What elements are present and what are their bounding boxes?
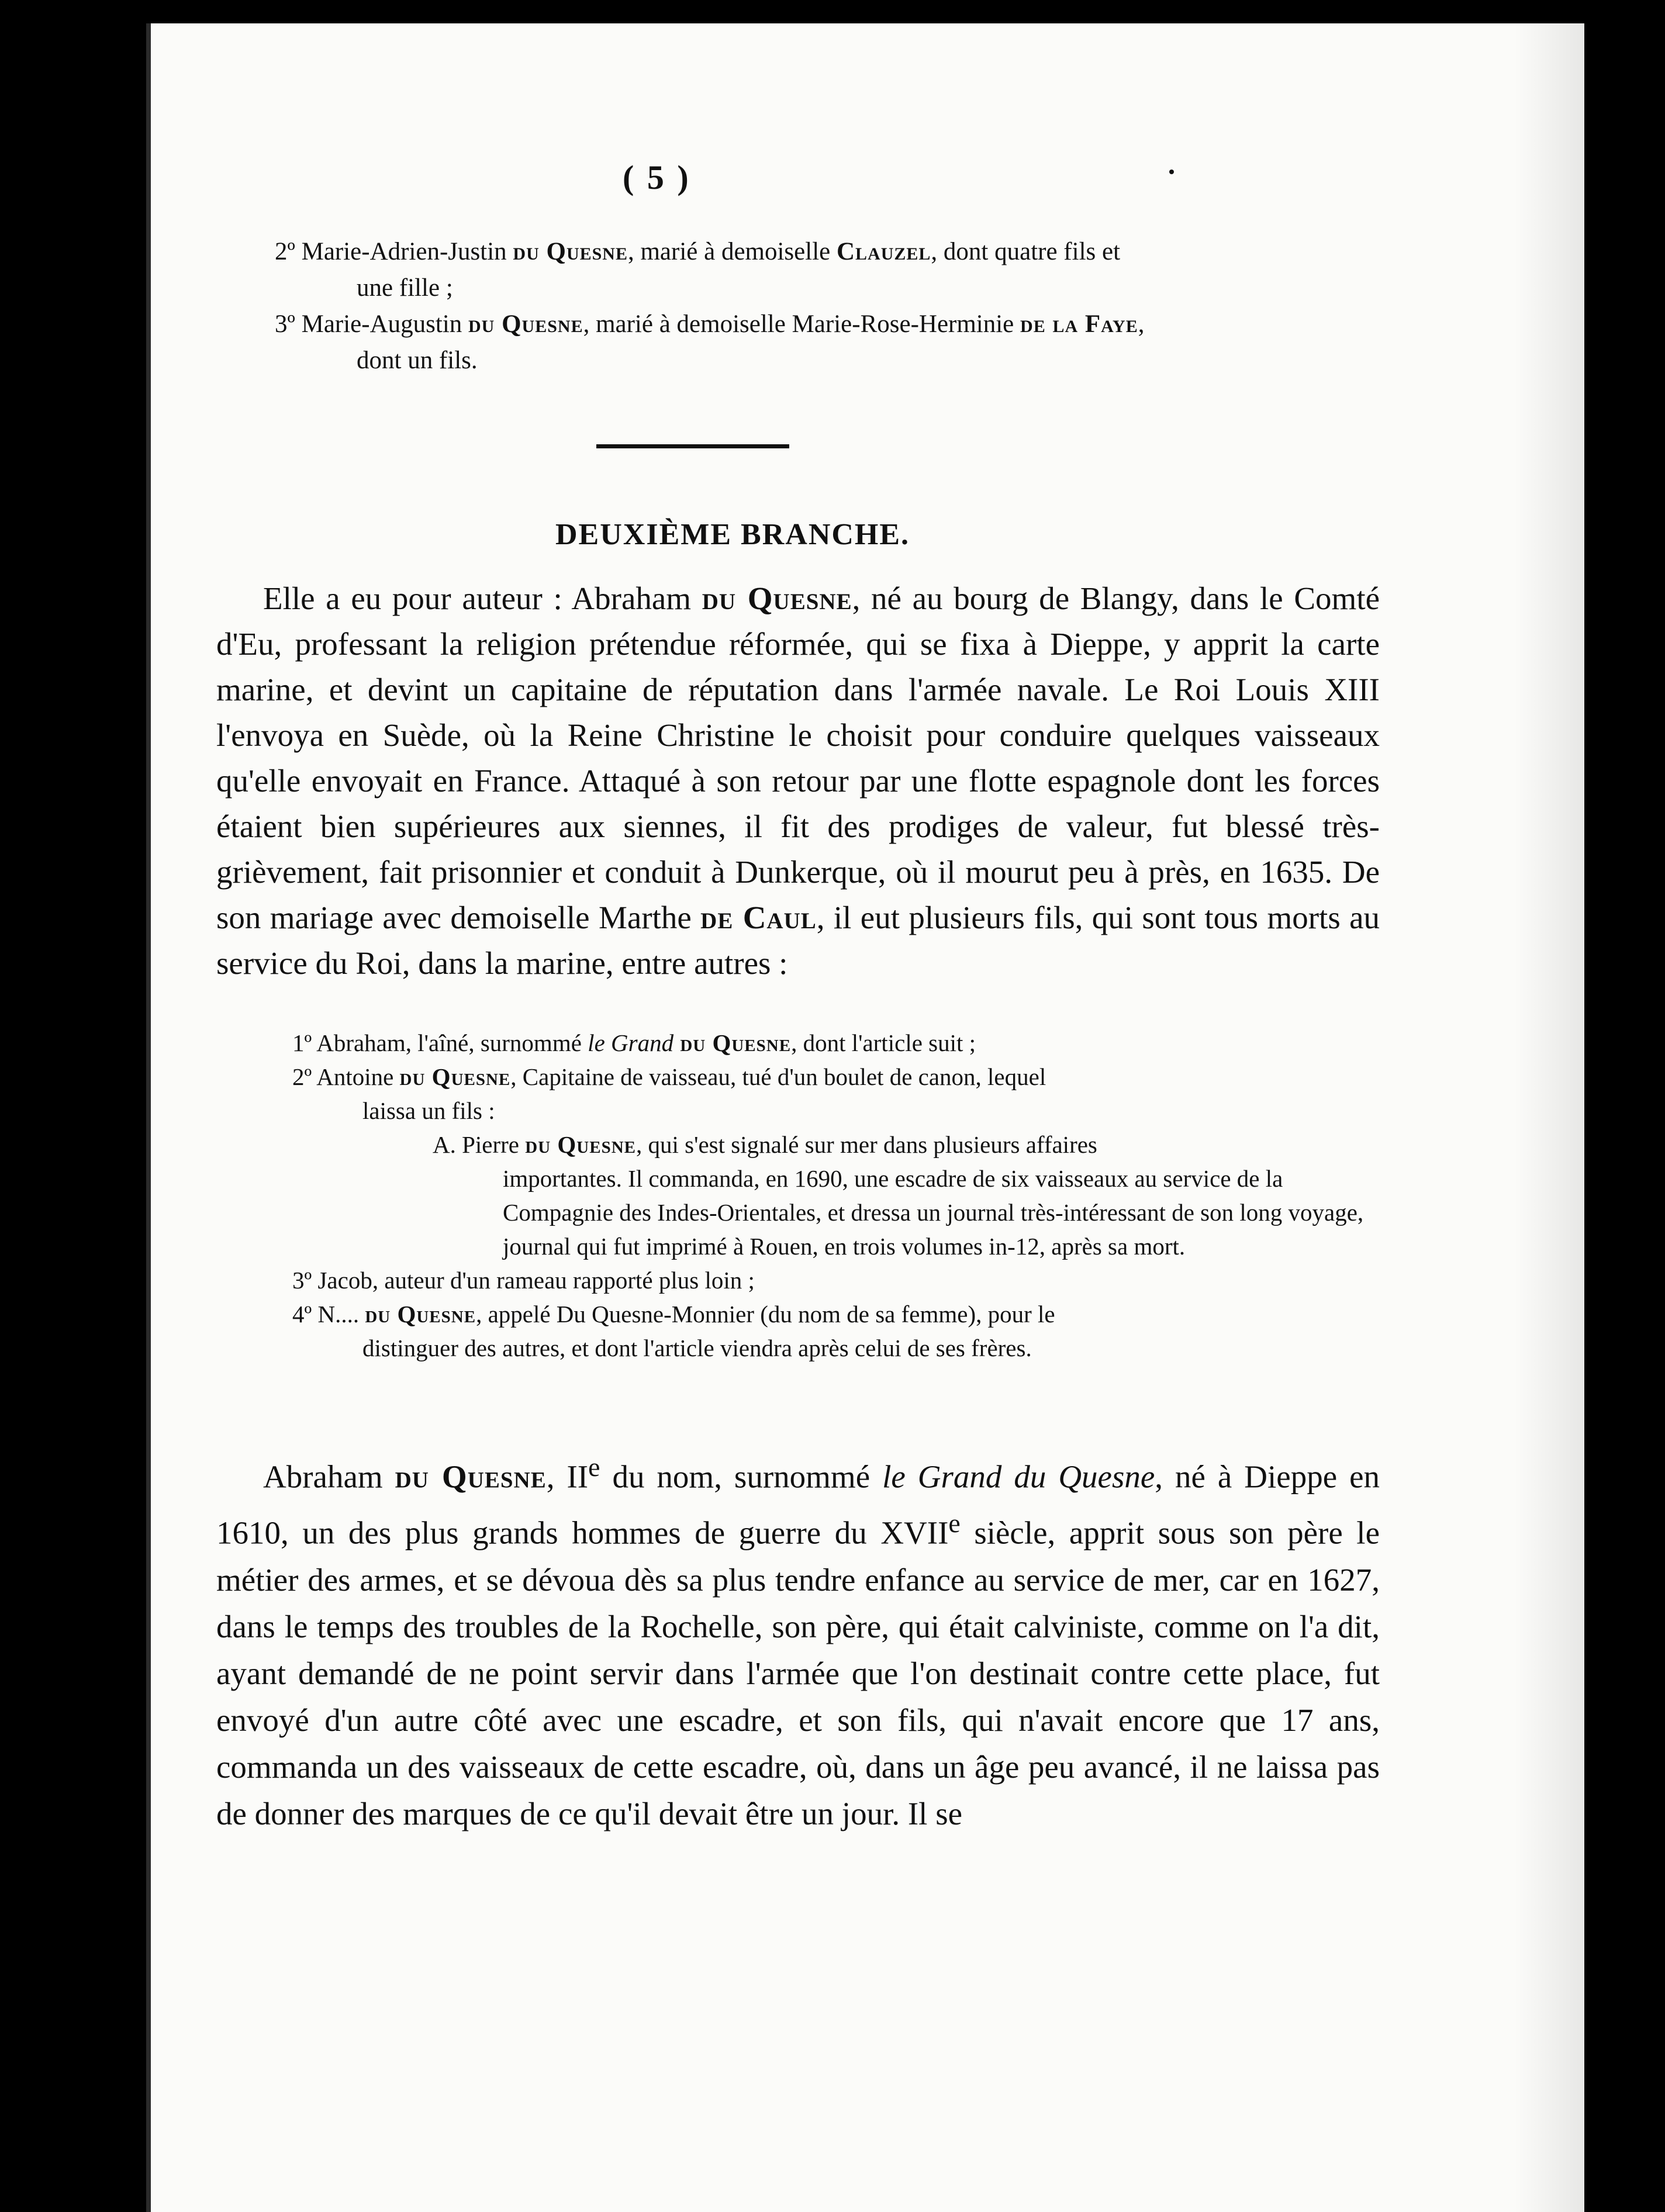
section-heading: DEUXIÈME BRANCHE. <box>555 518 910 551</box>
sons-list <box>292 1026 1374 1365</box>
list-item-3: 3º Marie-Augustin du Quesne, marié à demoiselle Marie-Rose-Herminie de la Faye, dont un fils. <box>275 310 1145 374</box>
list-item-2: 2º Marie-Adrien-Justin du Quesne, marié à demoiselle Clauzel, dont quatre fils et une fille ; <box>275 238 1121 302</box>
top-list <box>275 234 1362 379</box>
speck-mark <box>1169 170 1174 174</box>
page-edge-rule <box>146 23 151 2212</box>
son-item-3: 3º Jacob, auteur d'un rameau rapporté plus loin ; <box>292 1267 755 1294</box>
paragraph-second: Abraham du Quesne, IIe du nom, surnommé le Grand du Quesne, né à Dieppe en 1610, un des plus grands hommes de guerre du XVIIe siècle, apprit sous son père le métier des armes, et se dévoua dès sa plus tendre enfance au service de mer, car en 1627, dans le temps des troubles de la Rochelle, son père, qui était calviniste, comme on l'a dit, ayant demandé de ne point servir dans l'armée que l'on destinait contre cette place, fut envoyé d'un autre côté avec une escadre, et son fils, qui n'avait encore que 17 ans, commanda un des vaisseaux de cette escadre, où, dans un âge peu avancé, il ne laissa pas de donner des marques de ce qu'il devait être un jour. Il se <box>216 1452 1380 1831</box>
paragraph-first: Elle a eu pour auteur : Abraham du Quesne, né au bourg de Blangy, dans le Comté d'Eu, professant la religion prétendue réformée, qui se fixa à Dieppe, y apprit la carte marine, et devint un capitaine de réputation dans l'armée navale. Le Roi Louis XIII l'envoya en Suède, où la Reine Christine le choisit pour conduire quelques vaisseaux qu'elle envoyait en France. Attaqué à son retour par une flotte espagnole dont les forces étaient bien supérieures aux siennes, il fit des prodiges de valeur, fut blessé très-grièvement, fait prisonnier et conduit à Dunkerque, où il mourut peu à près, en 1635. De son mariage avec demoiselle Marthe de Caul, il eut plusieurs fils, qui sont tous morts au service du Roi, dans la marine, entre autres : <box>216 580 1380 981</box>
grandson-item-a: A. Pierre du Quesne, qui s'est signalé sur mer dans plusieurs affaires importantes. Il commanda, en 1690, une escadre de six vaisseaux au service de la Compagnie des Indes-Orientales, et dressa un journal très-intéressant de son long voyage, journal qui fut imprimé à Rouen, en trois volumes in-12, après sa mort. <box>433 1131 1364 1260</box>
son-item-4: 4º N.... du Quesne, appelé Du Quesne-Monnier (du nom de sa femme), pour le distinguer des autres, et dont l'article viendra après celui de ses frères. <box>292 1301 1055 1361</box>
section-separator <box>596 444 789 448</box>
page-shadow <box>1514 23 1584 2212</box>
son-item-1: 1º Abraham, l'aîné, surnommé le Grand du Quesne, dont l'article suit ; <box>292 1029 976 1056</box>
page-number: ( 5 ) <box>623 158 691 196</box>
son-item-2: 2º Antoine du Quesne, Capitaine de vaisseau, tué d'un boulet de canon, lequel laissa un fils : <box>292 1063 1046 1124</box>
